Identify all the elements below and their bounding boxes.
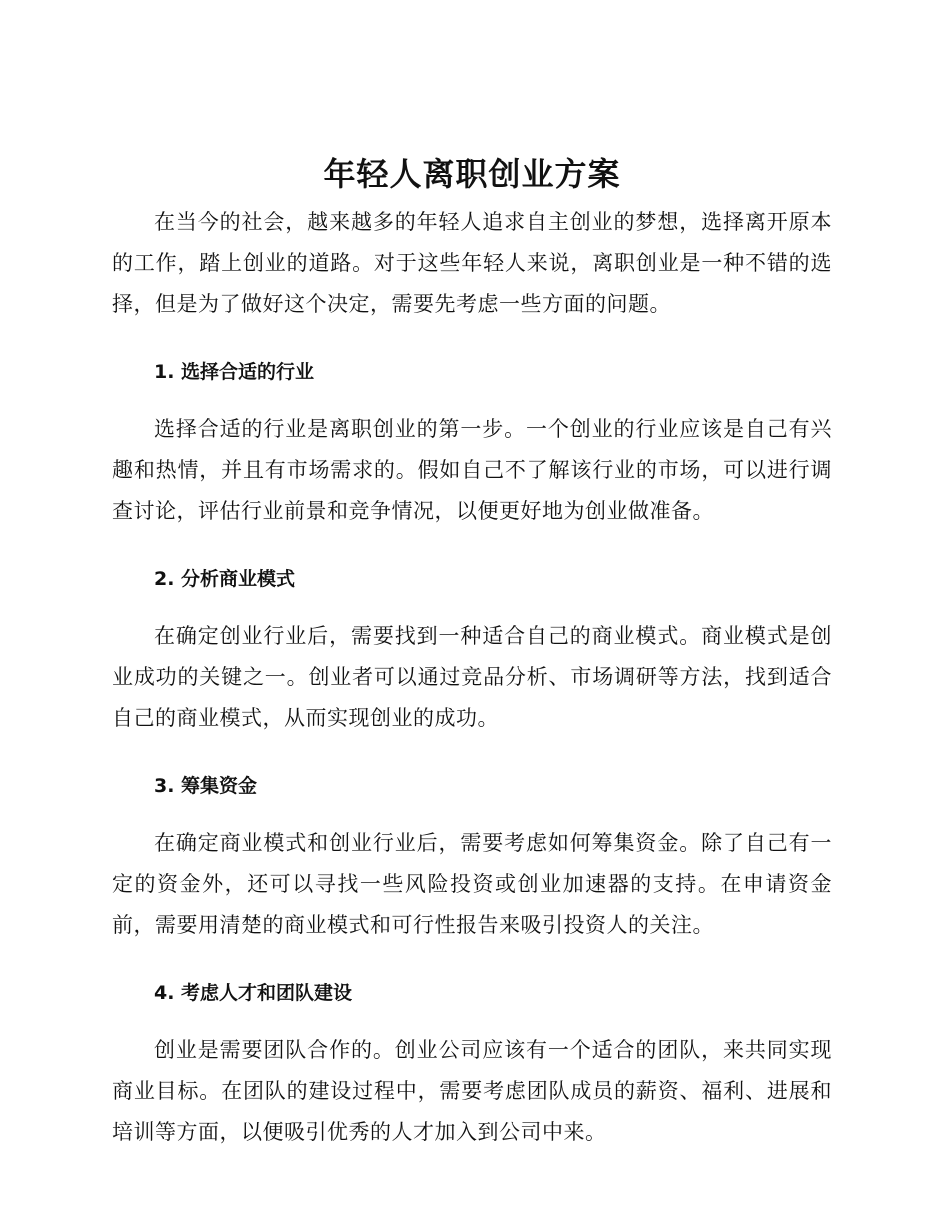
intro-paragraph: 在当今的社会，越来越多的年轻人追求自主创业的梦想，选择离开原本的工作，踏上创业的道路。对于这些年轻人来说，离职创业是一种不错的选择，但是为了做好这个决定，需要先考虑一些方面的问题。 [112,210,832,316]
section-body-4: 创业是需要团队合作的。创业公司应该有一个适合的团队，来共同实现商业目标。在团队的建设过程中，需要考虑团队成员的薪资、福利、进展和培训等方面，以便吸引优秀的人才加入到公司中来。 [112,1038,832,1144]
document-page [112,148,832,1153]
section-heading-3: 3. 筹集资金 [154,775,258,797]
section-heading-2: 2. 分析商业模式 [154,568,296,590]
section-heading-1: 1. 选择合适的行业 [154,361,315,383]
section-body-3: 在确定商业模式和创业行业后，需要考虑如何筹集资金。除了自己有一定的资金外，还可以寻找一些风险投资或创业加速器的支持。在申请资金前，需要用清楚的商业模式和可行性报告来吸引投资人的关注。 [112,831,832,937]
document-title: 年轻人离职创业方案 [323,155,621,193]
section-body-1: 选择合适的行业是离职创业的第一步。一个创业的行业应该是自己有兴趣和热情，并且有市场需求的。假如自己不了解该行业的市场，可以进行调查讨论，评估行业前景和竞争情况，以便更好地为创业做准备。 [112,417,832,523]
section-body-2: 在确定创业行业后，需要找到一种适合自己的商业模式。商业模式是创业成功的关键之一。创业者可以通过竞品分析、市场调研等方法，找到适合自己的商业模式，从而实现创业的成功。 [112,624,832,730]
section-heading-4: 4. 考虑人才和团队建设 [154,982,353,1004]
